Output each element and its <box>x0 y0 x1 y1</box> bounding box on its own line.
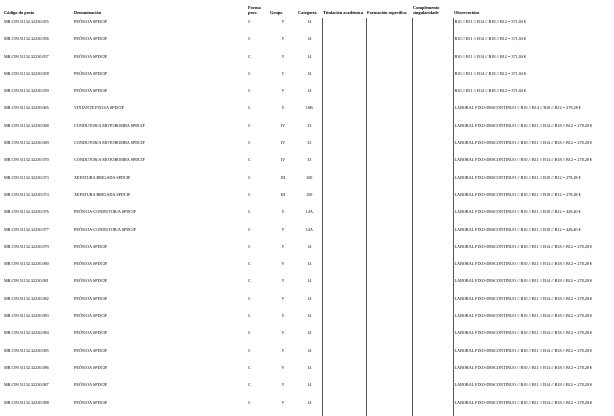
cell-grupo: IV <box>280 157 286 163</box>
cell-denominacion: XEFATURA BRIGADA SPDCIF <box>74 174 131 180</box>
cell-observacions: LABORAL FIXO-DESCONTINUO // B10 // B11 // B14 // B18 // B12 = 278,28 € <box>453 156 611 173</box>
cell-denominacion: PEÓN/OA SPDCIF <box>74 278 108 284</box>
cell-formacion <box>366 53 412 70</box>
cell-categoria: 14 <box>307 88 312 94</box>
cell-grupo: V <box>281 347 285 353</box>
cell-complemento <box>412 243 453 260</box>
cell-complemento <box>412 329 453 346</box>
header-observacions: Observacións <box>454 10 480 15</box>
cell-formacion <box>366 18 412 35</box>
cell-forma: C <box>248 191 251 197</box>
cell-categoria: 14 <box>307 36 312 42</box>
cell-categoria: 100 <box>306 174 313 180</box>
cell-grupo: V <box>281 70 285 76</box>
cell-codigo: MR.C99.51132.32230.059 <box>4 88 49 94</box>
table-row <box>3 226 611 243</box>
cell-observacions: LABORAL FIXO-DESCONTINUO // B10 // B11 // B14 // B18 // B12 = 278,28 € <box>453 364 611 381</box>
cell-formacion <box>366 243 412 260</box>
cell-complemento <box>412 364 453 381</box>
cell-observacions: LABORAL FIXO-DESCONTINUO // B10 // B11 // B14 // B18 // B12 = 278,28 € <box>453 122 611 139</box>
cell-categoria: 14 <box>307 330 312 336</box>
cell-titulacion <box>322 191 366 208</box>
cell-forma: C <box>248 209 251 215</box>
cell-forma: C <box>248 70 251 76</box>
cell-codigo: MR.C99.51132.32230.069 <box>4 140 49 146</box>
cell-titulacion <box>322 35 366 52</box>
cell-denominacion: PEÓN/OA SPDCIF <box>74 330 108 336</box>
cell-forma: C <box>248 122 251 128</box>
cell-grupo: V <box>281 226 285 232</box>
cell-titulacion <box>322 329 366 346</box>
cell-complemento <box>412 191 453 208</box>
cell-complemento <box>412 399 453 416</box>
cell-categoria: 14 <box>307 399 312 405</box>
cell-formacion <box>366 295 412 312</box>
cell-observacions: LABORAL FIXO-DESCONTINUO // B10 // B11 // B14 // B18 // B12 = 278,28 € <box>453 312 611 329</box>
cell-denominacion: CONDUTOR/A MOTOBOMBA SPDCIF <box>74 140 145 146</box>
cell-forma: C <box>248 382 251 388</box>
header-codigo: Código do posto <box>4 10 35 15</box>
cell-denominacion: PEÓN/OA SPDCIF <box>74 399 108 405</box>
cell-codigo: MR.C99.51132.32230.068 <box>4 122 49 128</box>
cell-codigo: MR.C99.51132.32230.073 <box>4 174 49 180</box>
header-categoria: Categoría <box>298 10 317 15</box>
cell-grupo: III <box>280 191 286 197</box>
cell-forma: C <box>248 399 251 405</box>
cell-categoria: 14 <box>307 313 312 319</box>
cell-denominacion: PEÓN/OA SPDCIF <box>74 261 108 267</box>
table-row <box>3 243 611 260</box>
header-titulacion: Titulación académica <box>323 10 364 15</box>
cell-codigo: MR.C99.51132.32230.086 <box>4 364 49 370</box>
cell-forma: C <box>248 88 251 94</box>
cell-complemento <box>412 226 453 243</box>
cell-observacions: LABORAL FIXO-DESCONTINUO // B10 // B11 // B14 // B18 // B12 = 278,28 € <box>453 347 611 364</box>
cell-titulacion <box>322 347 366 364</box>
cell-complemento <box>412 260 453 277</box>
cell-categoria: 33 <box>307 157 312 163</box>
positions-table <box>3 2 611 416</box>
cell-observacions: LABORAL FIXO-DESCONTINUO // B10 // B11 // B14 // B18 // B12 = 278,28 € <box>453 139 611 156</box>
cell-forma: C <box>248 330 251 336</box>
cell-categoria: 14 <box>307 382 312 388</box>
cell-formacion <box>366 399 412 416</box>
cell-observacions: LABORAL FIXO-DESCONTINUO // B10 // B11 // B18 // B12 = 278,28 € <box>453 191 611 208</box>
cell-codigo: MR.C99.51132.32230.056 <box>4 36 49 42</box>
cell-categoria: 16B <box>305 105 313 111</box>
cell-grupo: V <box>281 364 285 370</box>
cell-titulacion <box>322 122 366 139</box>
cell-grupo: IV <box>280 122 286 128</box>
table-row <box>3 347 611 364</box>
cell-observacions: LABORAL FIXO-DESCONTINUO // B10 // B11 // B14 // B18 // B12 = 278,28 € <box>453 381 611 398</box>
cell-forma: C <box>248 313 251 319</box>
cell-categoria: 14A <box>305 226 313 232</box>
cell-observacions: LABORAL FIXO-DESCONTINUO // B10 // B11 // B18 // B12 = 278,28 € <box>453 174 611 191</box>
table-row <box>3 329 611 346</box>
cell-complemento <box>412 347 453 364</box>
cell-titulacion <box>322 277 366 294</box>
table-row <box>3 277 611 294</box>
cell-codigo: MR.C99.51132.32230.088 <box>4 399 49 405</box>
cell-categoria: 14 <box>307 19 312 24</box>
cell-formacion <box>366 70 412 87</box>
cell-titulacion <box>322 174 366 191</box>
cell-titulacion <box>322 156 366 173</box>
cell-complemento <box>412 87 453 104</box>
cell-categoria: 14 <box>307 347 312 353</box>
cell-grupo: IV <box>280 140 286 146</box>
cell-codigo: MR.C99.51132.32230.074 <box>4 191 49 197</box>
cell-denominacion: PEÓN/OA-CONDUTOR/A SPDCIF <box>74 209 136 215</box>
cell-codigo: MR.C99.51132.32230.087 <box>4 382 49 388</box>
cell-codigo: MR.C99.51132.32230.058 <box>4 70 49 76</box>
cell-codigo: MR.C99.51132.32230.057 <box>4 53 49 59</box>
cell-observacions: LABORAL FIXO-DESCONTINUO // B10 // B11 // B14 // B18 // B12 = 278,28 € <box>453 243 611 260</box>
cell-categoria: 33 <box>307 122 312 128</box>
cell-grupo: V <box>281 243 285 249</box>
cell-complemento <box>412 122 453 139</box>
table-row <box>3 312 611 329</box>
table-body <box>3 18 611 416</box>
cell-formacion <box>366 329 412 346</box>
table-row <box>3 53 611 70</box>
cell-forma: C <box>248 53 251 59</box>
table-row <box>3 122 611 139</box>
cell-observacions: B10 // B11 // B14 // B18 // B12 = 371,04 € <box>453 35 611 52</box>
cell-denominacion: PEÓN/OA SPDCIF <box>74 295 108 301</box>
cell-observacions: LABORAL FIXO-DESCONTINUO // B10 // B11 // B14 // B18 // B12 = 278,28 € <box>453 295 611 312</box>
cell-complemento <box>412 381 453 398</box>
table-row <box>3 381 611 398</box>
cell-grupo: V <box>281 399 285 405</box>
cell-codigo: MR.C99.51132.32230.070 <box>4 157 49 163</box>
cell-codigo: MR.C99.51132.32230.082 <box>4 295 49 301</box>
table-row <box>3 156 611 173</box>
cell-categoria: 14 <box>307 278 312 284</box>
cell-grupo: V <box>281 278 285 284</box>
cell-observacions: B10 // B11 // B14 // B18 // B12 = 371,04 € <box>453 87 611 104</box>
cell-grupo: V <box>281 382 285 388</box>
cell-titulacion <box>322 312 366 329</box>
table-row <box>3 208 611 225</box>
cell-grupo: V <box>281 53 285 59</box>
cell-formacion <box>366 226 412 243</box>
cell-formacion <box>366 139 412 156</box>
cell-formacion <box>366 191 412 208</box>
cell-categoria: 100 <box>306 191 313 197</box>
cell-titulacion <box>322 53 366 70</box>
cell-forma: C <box>248 140 251 146</box>
cell-observacions: B10 // B11 // B14 // B18 // B12 = 371,04 € <box>453 70 611 87</box>
cell-formacion <box>366 277 412 294</box>
cell-forma: C <box>248 36 251 42</box>
cell-grupo: V <box>281 209 285 215</box>
cell-codigo: MR.C99.51132.32230.065 <box>4 105 49 111</box>
cell-denominacion: VIXIANTE FIXO/A SPDCIF <box>74 105 125 111</box>
header-grupo: Grupo <box>270 10 283 15</box>
cell-grupo: V <box>281 295 285 301</box>
table-row <box>3 70 611 87</box>
header-denominacion: Denominación <box>74 10 102 15</box>
cell-grupo: V <box>281 261 285 267</box>
cell-observacions: B10 // B11 // B14 // B18 // B12 = 371,04 € <box>453 53 611 70</box>
cell-observacions: LABORAL FIXO-DESCONTINUO // B10 // B11 // B14 // B18 // B12 = 278,28 € <box>453 399 611 416</box>
cell-formacion <box>366 104 412 121</box>
cell-forma: C <box>248 364 251 370</box>
cell-grupo: V <box>281 313 285 319</box>
cell-observacions: B10 // B11 // B14 // B18 // B12 = 371,04 € <box>453 18 611 35</box>
cell-denominacion: PEÓN/OA SPDCIF <box>74 70 108 76</box>
cell-categoria: 14 <box>307 53 312 59</box>
cell-denominacion: CONDUTOR/A MOTOBOMBA SPDCIF <box>74 157 145 163</box>
cell-complemento <box>412 70 453 87</box>
cell-formacion <box>366 260 412 277</box>
cell-categoria: 14 <box>307 364 312 370</box>
cell-complemento <box>412 312 453 329</box>
cell-formacion <box>366 156 412 173</box>
cell-forma: C <box>248 19 251 24</box>
table-row <box>3 104 611 121</box>
cell-titulacion <box>322 87 366 104</box>
cell-titulacion <box>322 18 366 35</box>
cell-observacions: LABORAL FIXO-DESCONTINUO // B10 // B11 // B18 // B12 = 428,40 € <box>453 226 611 243</box>
table-row <box>3 139 611 156</box>
cell-forma: C <box>248 243 251 249</box>
cell-forma: C <box>248 105 251 111</box>
cell-titulacion <box>322 226 366 243</box>
cell-formacion <box>366 174 412 191</box>
cell-denominacion: PEÓN/OA-CONDUTOR/A SPDCIF <box>74 226 136 232</box>
cell-categoria: 14A <box>305 209 313 215</box>
cell-codigo: MR.C99.51132.32230.077 <box>4 226 49 232</box>
cell-denominacion: PEÓN/OA SPDCIF <box>74 88 108 94</box>
cell-denominacion: PEÓN/OA SPDCIF <box>74 364 108 370</box>
cell-grupo: V <box>281 88 285 94</box>
cell-denominacion: PEÓN/OA SPDCIF <box>74 19 108 24</box>
cell-titulacion <box>322 243 366 260</box>
cell-formacion <box>366 381 412 398</box>
table-header-row <box>3 2 611 18</box>
cell-forma: C <box>248 226 251 232</box>
cell-denominacion: PEÓN/OA SPDCIF <box>74 53 108 59</box>
cell-denominacion: PEÓN/OA SPDCIF <box>74 347 108 353</box>
table-row <box>3 399 611 416</box>
cell-grupo: V <box>281 36 285 42</box>
cell-denominacion: PEÓN/OA SPDCIF <box>74 313 108 319</box>
cell-titulacion <box>322 381 366 398</box>
cell-grupo: V <box>281 105 285 111</box>
cell-complemento <box>412 208 453 225</box>
cell-titulacion <box>322 295 366 312</box>
cell-titulacion <box>322 104 366 121</box>
cell-observacions: LABORAL FIXO-DESCONTINUO // B10 // B14 // B18 // B12 = 278,28 € <box>453 104 611 121</box>
cell-categoria: 33 <box>307 140 312 146</box>
table-row <box>3 18 611 35</box>
cell-categoria: 14 <box>307 70 312 76</box>
cell-codigo: MR.C99.51132.32230.076 <box>4 209 49 215</box>
cell-titulacion <box>322 364 366 381</box>
table-row <box>3 364 611 381</box>
cell-grupo: V <box>281 330 285 336</box>
cell-complemento <box>412 35 453 52</box>
table-row <box>3 191 611 208</box>
cell-categoria: 14 <box>307 295 312 301</box>
cell-codigo: MR.C99.51132.32230.084 <box>4 330 49 336</box>
cell-titulacion <box>322 399 366 416</box>
cell-complemento <box>412 277 453 294</box>
cell-formacion <box>366 364 412 381</box>
header-formacion: Formación específica <box>367 10 407 15</box>
cell-denominacion: PEÓN/OA SPDCIF <box>74 36 108 42</box>
cell-codigo: MR.C99.51132.32230.085 <box>4 347 49 353</box>
cell-titulacion <box>322 139 366 156</box>
cell-forma: C <box>248 261 251 267</box>
cell-codigo: MR.C99.51132.32230.055 <box>4 19 49 24</box>
cell-denominacion: CONDUTOR/A MOTOBOMBA SPDCIF <box>74 122 145 128</box>
cell-categoria: 14 <box>307 243 312 249</box>
cell-forma: C <box>248 174 251 180</box>
cell-forma: C <box>248 278 251 284</box>
cell-categoria: 14 <box>307 261 312 267</box>
cell-denominacion: PEÓN/OA SPDCIF <box>74 243 108 249</box>
cell-titulacion <box>322 70 366 87</box>
cell-formacion <box>366 122 412 139</box>
cell-grupo: V <box>281 19 285 24</box>
table-row <box>3 260 611 277</box>
cell-formacion <box>366 35 412 52</box>
cell-complemento <box>412 18 453 35</box>
cell-codigo: MR.C99.51132.32230.081 <box>4 278 49 284</box>
cell-complemento <box>412 139 453 156</box>
cell-formacion <box>366 347 412 364</box>
cell-denominacion: PEÓN/OA SPDCIF <box>74 382 108 388</box>
cell-complemento <box>412 174 453 191</box>
cell-observacions: LABORAL FIXO-DESCONTINUO // B10 // B11 // B14 // B18 // B12 = 278,28 € <box>453 329 611 346</box>
cell-complemento <box>412 104 453 121</box>
cell-forma: C <box>248 347 251 353</box>
cell-grupo: III <box>280 174 286 180</box>
table-row <box>3 87 611 104</box>
cell-formacion <box>366 208 412 225</box>
cell-complemento <box>412 156 453 173</box>
cell-observacions: LABORAL FIXO-DESCONTINUO // B10 // B11 // B14 // B18 // B12 = 278,28 € <box>453 277 611 294</box>
table-row <box>3 35 611 52</box>
cell-observacions: LABORAL FIXO-DESCONTINUO // B10 // B11 // B14 // B18 // B12 = 278,28 € <box>453 260 611 277</box>
cell-codigo: MR.C99.51132.32230.080 <box>4 261 49 267</box>
cell-codigo: MR.C99.51132.32230.083 <box>4 313 49 319</box>
table-row <box>3 295 611 312</box>
cell-complemento <box>412 295 453 312</box>
cell-formacion <box>366 312 412 329</box>
header-complemento: Complemento singularidade <box>413 5 440 15</box>
table-row <box>3 174 611 191</box>
header-forma: Forma prov. <box>248 5 261 15</box>
cell-titulacion <box>322 260 366 277</box>
cell-formacion <box>366 87 412 104</box>
cell-forma: C <box>248 295 251 301</box>
cell-denominacion: XEFATURA BRIGADA SPDCIF <box>74 191 131 197</box>
cell-forma: C <box>248 157 251 163</box>
cell-codigo: MR.C99.51132.32230.079 <box>4 243 49 249</box>
cell-titulacion <box>322 208 366 225</box>
cell-observacions: LABORAL FIXO-DESCONTINUO // B10 // B11 // B18 // B12 = 428,40 € <box>453 208 611 225</box>
cell-complemento <box>412 53 453 70</box>
